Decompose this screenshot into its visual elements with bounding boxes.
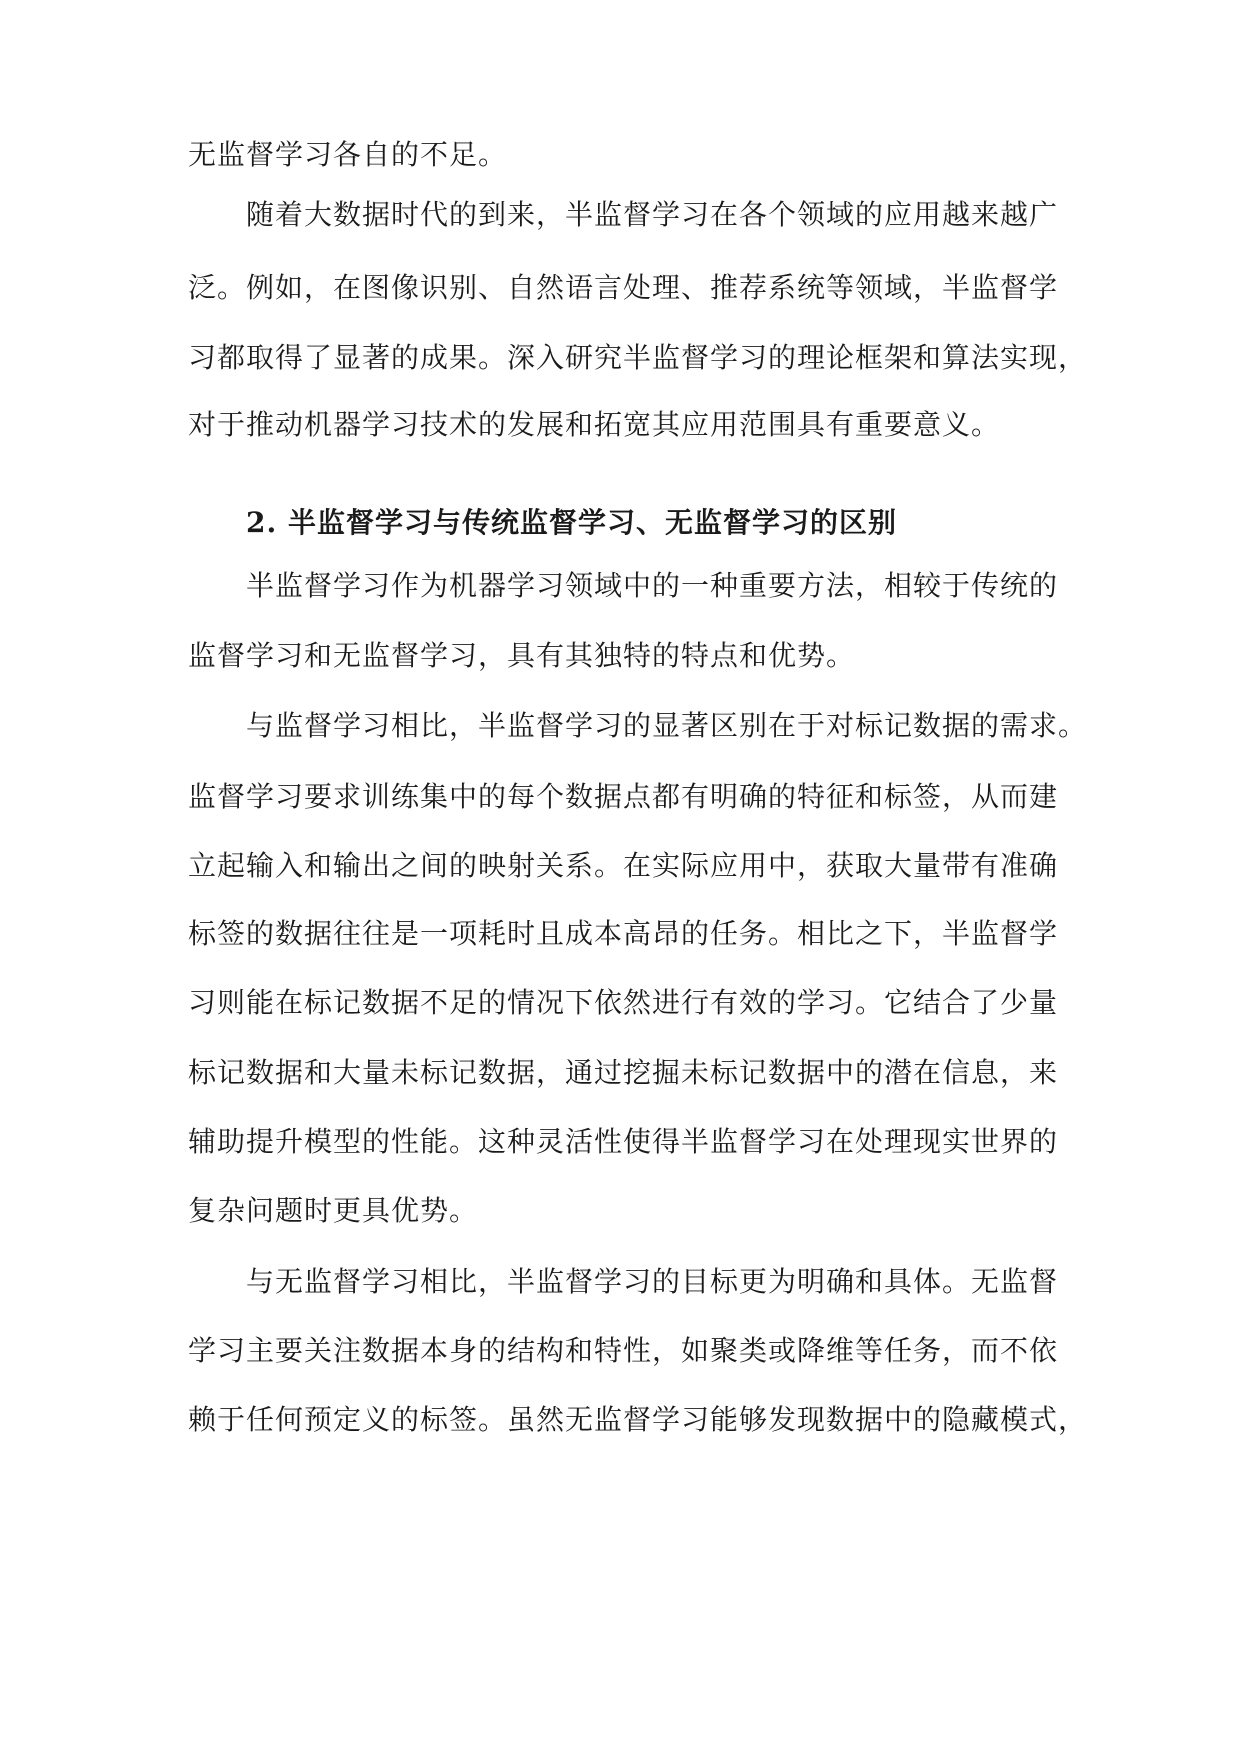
paragraph-line: 与无监督学习相比，半监督学习的目标更为明确和具体。无监督 — [246, 1265, 1059, 1298]
paragraph-line: 复杂问题时更具优势。 — [188, 1194, 479, 1227]
paragraph-line: 与监督学习相比，半监督学习的显著区别在于对标记数据的需求。 — [246, 709, 1088, 742]
paragraph-line: 半监督学习作为机器学习领域中的一种重要方法，相较于传统的 — [246, 569, 1059, 602]
paragraph-line: 无监督学习各自的不足。 — [188, 138, 508, 171]
section-heading: 2. 半监督学习与传统监督学习、无监督学习的区别 — [246, 506, 897, 539]
paragraph-line: 标记数据和大量未标记数据，通过挖掘未标记数据中的潜在信息，来 — [188, 1056, 1059, 1089]
paragraph-line: 学习主要关注数据本身的结构和特性，如聚类或降维等任务，而不依 — [188, 1334, 1059, 1367]
paragraph-line: 立起输入和输出之间的映射关系。在实际应用中，获取大量带有准确 — [188, 849, 1059, 882]
paragraph-line: 监督学习要求训练集中的每个数据点都有明确的特征和标签，从而建 — [188, 780, 1059, 813]
paragraph-line: 监督学习和无监督学习，具有其独特的特点和优势。 — [188, 639, 856, 672]
paragraph-line: 辅助提升模型的性能。这种灵活性使得半监督学习在处理现实世界的 — [188, 1125, 1059, 1158]
paragraph-line: 习则能在标记数据不足的情况下依然进行有效的学习。它结合了少量 — [188, 986, 1059, 1019]
paragraph-line: 标签的数据往往是一项耗时且成本高昂的任务。相比之下，半监督学 — [188, 917, 1059, 950]
paragraph-line: 随着大数据时代的到来，半监督学习在各个领域的应用越来越广 — [246, 198, 1059, 231]
paragraph-line: 赖于任何预定义的标签。虽然无监督学习能够发现数据中的隐藏模式， — [188, 1403, 1088, 1436]
paragraph-line: 习都取得了显著的成果。深入研究半监督学习的理论框架和算法实现， — [188, 341, 1088, 374]
paragraph-line: 泛。例如，在图像识别、自然语言处理、推荐系统等领域，半监督学 — [188, 271, 1059, 304]
paragraph-line: 对于推动机器学习技术的发展和拓宽其应用范围具有重要意义。 — [188, 408, 1001, 441]
